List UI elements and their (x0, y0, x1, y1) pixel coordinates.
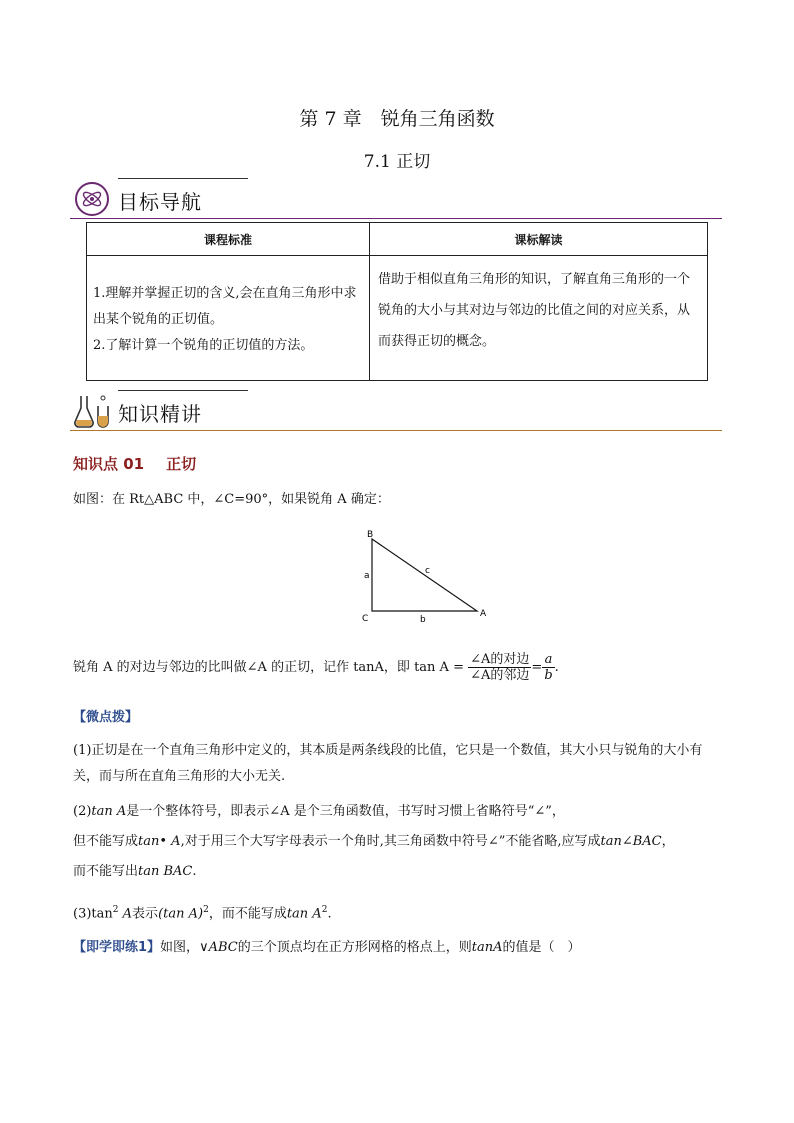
knowledge-point-title (73, 453, 196, 474)
intro-text: 如图：在 Rt△ABC 中，∠C=90°，如果锐角 A 确定： (73, 492, 390, 507)
vertex-label-a: A (480, 609, 487, 619)
definition-lhs: tan A = (414, 660, 464, 675)
atom-icon (72, 180, 112, 218)
tips-title: 【微点拨】 (73, 710, 139, 725)
definition-line: 锐角 A 的对边与邻边的比叫做∠A 的正切，记作 tanA，即 tan A = $\frac{\text{∠A的对边}}{\text{∠A的邻边}}$ = $\frac{a}{b}$ . (73, 652, 559, 683)
flask-icon (72, 392, 112, 430)
tip-2-line-3: 而不能写出tan BAC. (73, 864, 197, 879)
exercise-1: 【即学即练1】如图，∨ABC的三个顶点均在正方形网格的格点上，则tanA的值是（ ） (73, 940, 581, 955)
section-header-goals (70, 178, 722, 220)
section-heading: 目标导航 (118, 190, 202, 214)
section-heading: 知识精讲 (118, 402, 202, 426)
standard-line-1: 1.理解并掌握正切的含义,会在直角三角形中求出某个锐角的正切值。 (93, 286, 357, 327)
exercise-label: 【即学即练1】 (73, 940, 161, 955)
chapter-title: 第 7 章 锐角三角函数 (299, 108, 495, 130)
fraction-ab: $\frac{a}{b}$ (544, 652, 553, 683)
table-header-standard: 课程标准 (87, 223, 370, 256)
tip-2-line-2: 但不能写成tan• A,对于用三个大写字母表示一个角时,其三角函数中符号∠”不能省略,应写成tan∠BAC， (73, 834, 675, 849)
fraction-words: $\frac{\text{∠A的对边}}{\text{∠A的邻边}}$ (470, 652, 530, 683)
tip-3: $(3)\tan^2$ A表示(tan A)$^2$，而不能写成$\tan A^2$. (73, 905, 332, 922)
section-title: 7.1 正切 (363, 152, 431, 172)
standards-table (86, 222, 708, 381)
section-header-knowledge (70, 390, 722, 432)
side-label-c: c (425, 566, 430, 576)
definition-text: 锐角 A 的对边与邻边的比叫做∠A 的正切，记作 tanA，即 (73, 660, 415, 675)
tip-1: (1)正切是在一个直角三角形中定义的，其本质是两条线段的比值，它只是一个数值，其大小只与锐角的大小有关，而与所在直角三角形的大小无关. (73, 743, 703, 784)
vertex-label-c: C (362, 614, 369, 624)
vertex-label-b: B (367, 530, 374, 540)
table-cell-interpretation: 借助于相似直角三角形的知识，了解直角三角形的一个锐角的大小与其对边与邻边的比值之间的对应关系，从而获得正切的概念。 (370, 256, 708, 381)
right-triangle-diagram (355, 526, 495, 630)
side-label-a: a (364, 571, 370, 581)
table-header-interpretation: 课标解读 (370, 223, 708, 256)
knowledge-point-name: 正切 (166, 455, 197, 473)
side-label-b: b (420, 615, 426, 625)
tip-2-line-1: (2)tan A是一个整体符号，即表示∠A 是个三角函数值，书写时习惯上省略符号“∠”， (73, 804, 565, 819)
table-cell-standard (87, 256, 370, 381)
knowledge-point-label: 知识点 01 (73, 455, 145, 473)
standard-line-2: 2.了解计算一个锐角的正切值的方法。 (93, 338, 314, 353)
